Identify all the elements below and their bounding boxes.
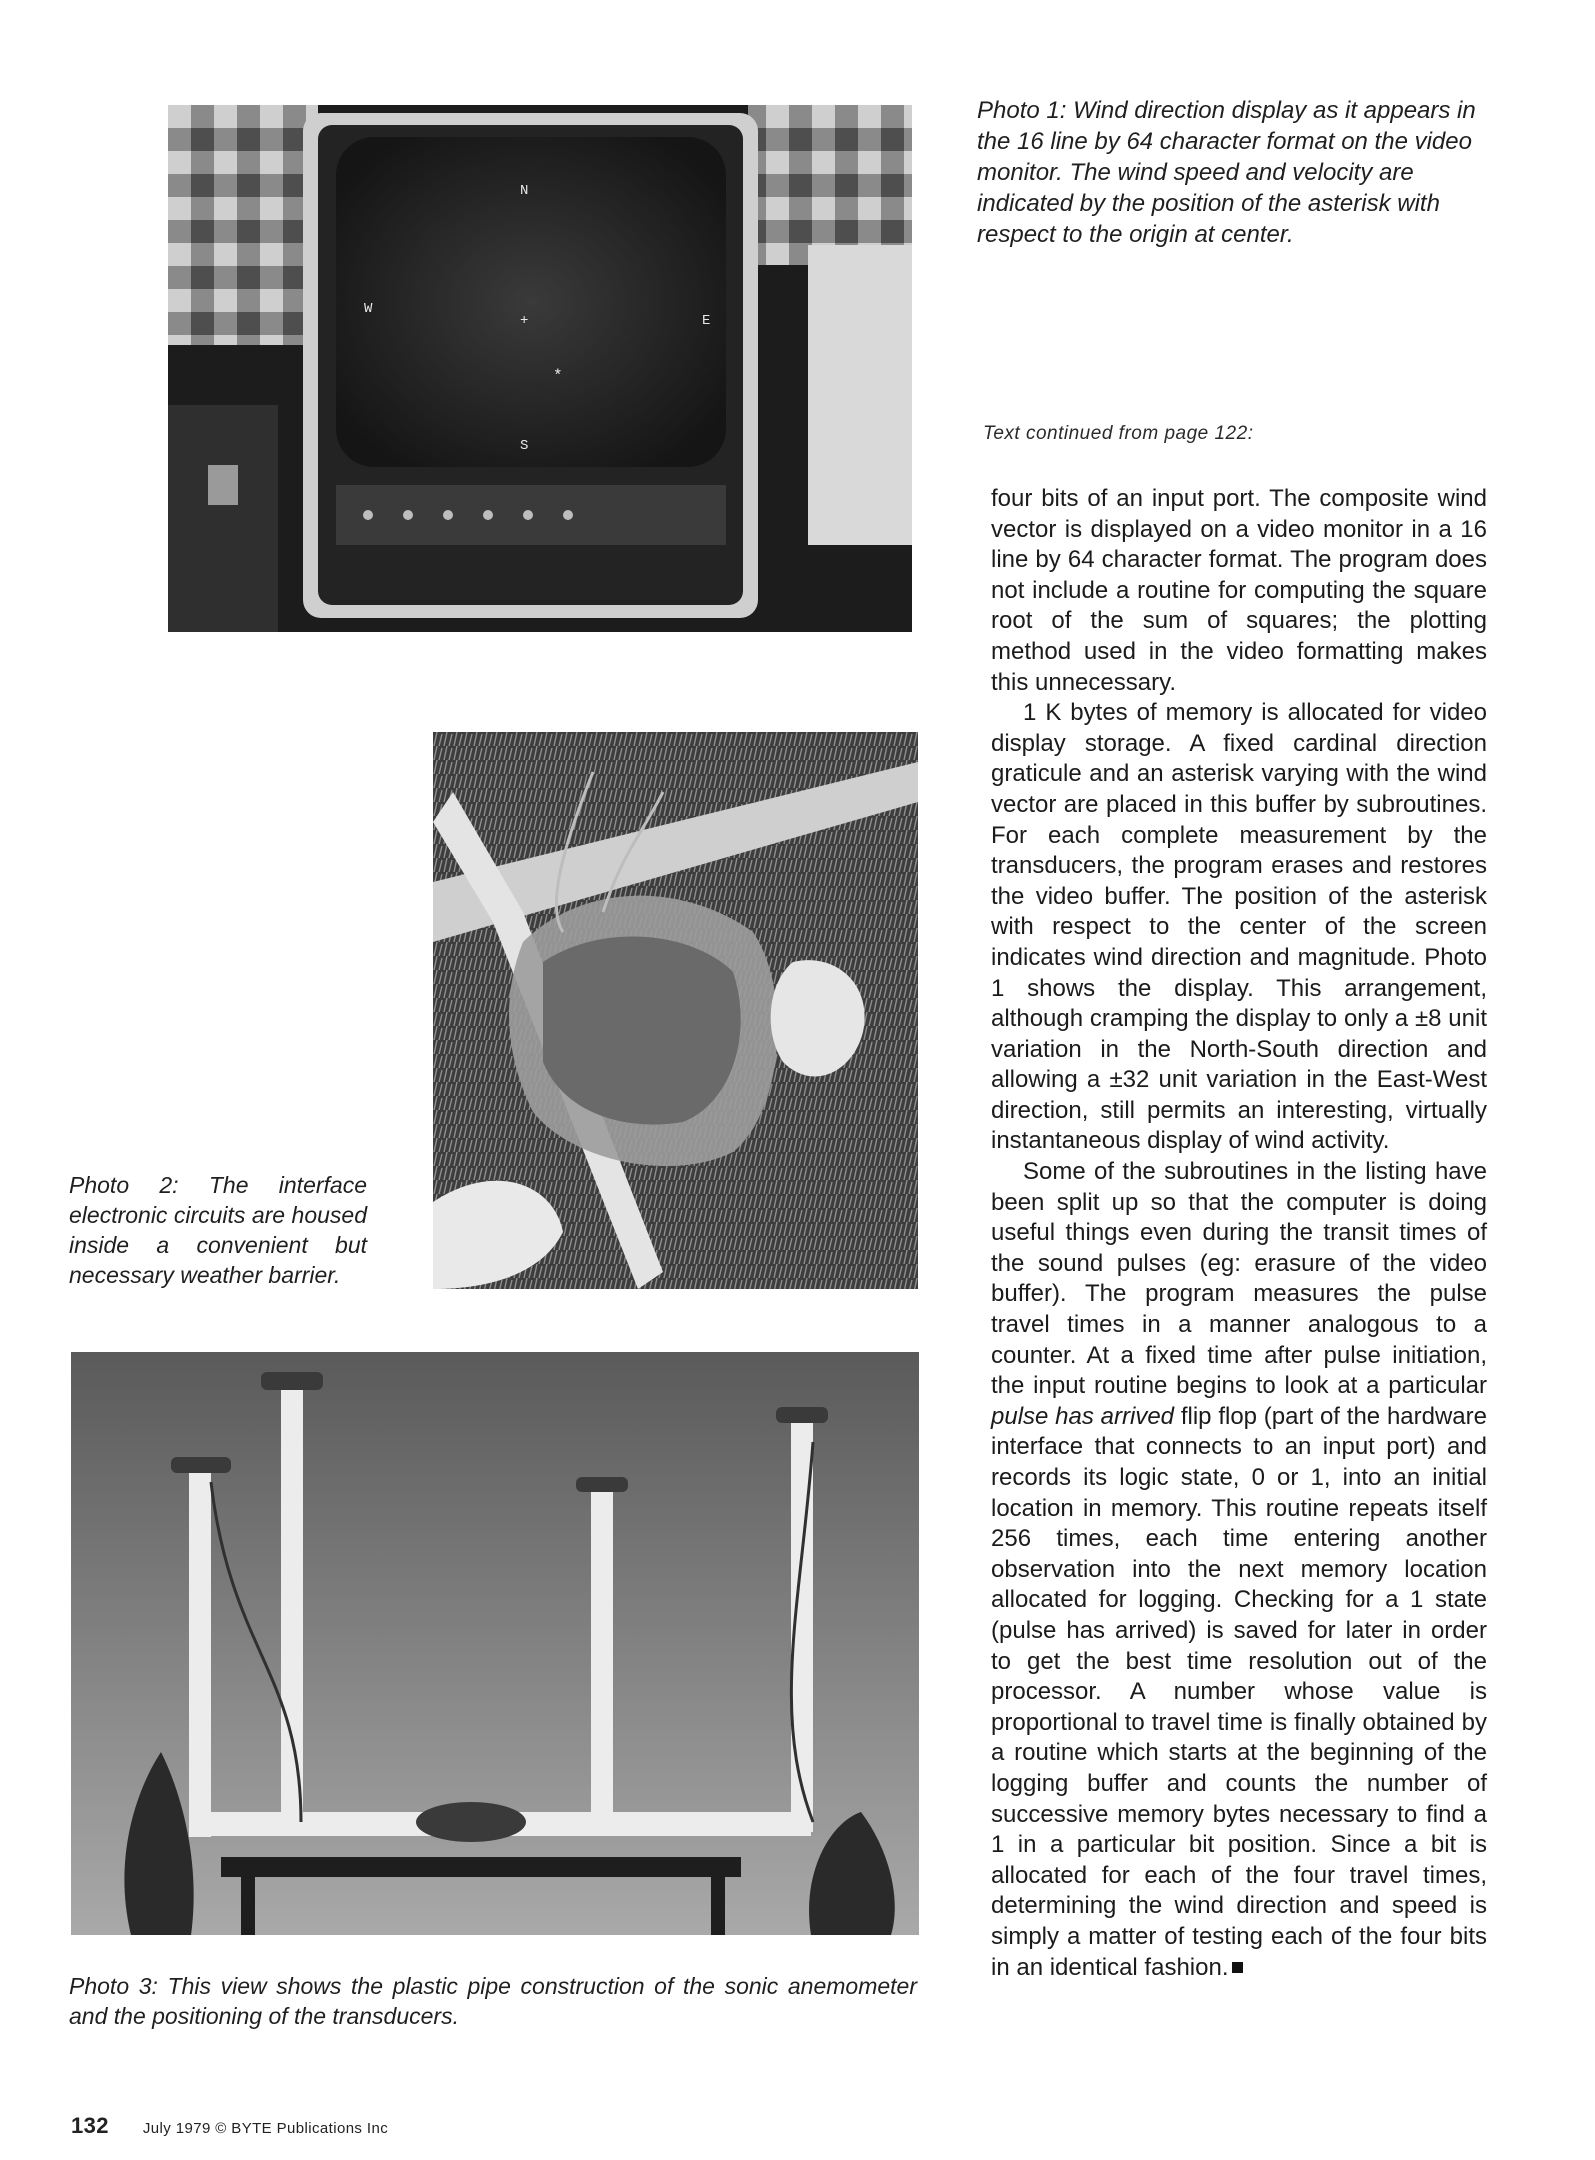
- screen-glyph-east: E: [702, 313, 711, 329]
- screen-glyph-asterisk: *: [553, 367, 563, 385]
- continued-note: Text continued from page 122:: [983, 423, 1254, 444]
- body-paragraph-2: 1 K bytes of memory is allocated for video display storage. A fixed cardinal direction graticule and an asterisk varying with the wind vector are placed in this buffer by subroutines. For each complete measurement by the transducers, the program erases and restores the video buffer. The position of the asterisk with respect to the center of the screen indicates wind direction and magnitude. Photo 1 shows the display. This arrangement, although cramping the display to only a ±8 unit variation in the North-South direction and allowing a ±32 unit variation in the East-West direction, still permits an interesting, virtually instantaneous display of wind activity.: [991, 699, 1487, 1155]
- body-paragraph-3: [991, 1157, 1487, 1983]
- article-body: [991, 484, 1487, 1983]
- photo-1-caption: Photo 1: Wind direction display as it appears in the 16 line by 64 character format on the video monitor. The wind speed and velocity are indicated by the position of the asterisk with respect to the origin at center.: [977, 97, 1476, 248]
- publication-line: July 1979 © BYTE Publications Inc: [142, 2120, 389, 2137]
- body-paragraph-3-emphasis: pulse has arrived: [991, 1402, 1175, 1430]
- end-of-article-mark: [1232, 1962, 1243, 1973]
- screen-glyph-center: +: [520, 313, 529, 329]
- photo-3-sonic-anemometer: [71, 1352, 919, 1935]
- page-footer: [71, 2113, 388, 2139]
- screen-glyph-west: W: [364, 301, 373, 317]
- body-paragraph-1: four bits of an input port. The composite wind vector is displayed on a video monitor in a 16 line by 64 character format. The program does not include a routine for computing the square root of the sum of squares; the plotting method used in the video formatting makes this unnecessary.: [991, 485, 1487, 696]
- photo-1-video-monitor: [168, 105, 912, 632]
- photo-3-caption: Photo 3: This view shows the plastic pipe construction of the sonic anemometer and the positioning of the transducers.: [69, 1973, 917, 2029]
- screen-glyph-south: S: [520, 438, 529, 454]
- screen-glyph-north: N: [520, 183, 529, 199]
- page-number: 132: [71, 2113, 109, 2138]
- photo-2-caption: Photo 2: The interface electronic circuits are housed inside a convenient but necessary weather barrier.: [69, 1172, 367, 1288]
- photo-2-interface-housing: [433, 732, 918, 1289]
- body-paragraph-3-start: Some of the subroutines in the listing have been split up so that the computer is doing useful things even during the transit times of the sound pulses (eg: erasure of the video buffer). The program measures the pulse travel times in a manner analogous to a counter. At a fixed time after pulse initiation, the input routine begins to look at a particular: [991, 1158, 1487, 1400]
- body-paragraph-3-end: flip flop (part of the hardware interface that connects to an input port) and records its logic state, 0 or 1, into an initial location in memory. This routine repeats itself 256 times, each time entering another observation into the next memory location allocated for logging. Checking for a 1 state (pulse has arrived) is saved for later in order to get the best time resolution out of the processor. A number whose value is proportional to travel time is finally obtained by a routine which starts at the beginning of the logging buffer and counts the number of successive memory bytes necessary to find a 1 in a particular bit position. Since a bit is allocated for each of the four travel times, determining the wind direction and speed is simply a matter of testing each of the four bits in an identical fashion.: [991, 1402, 1487, 1981]
